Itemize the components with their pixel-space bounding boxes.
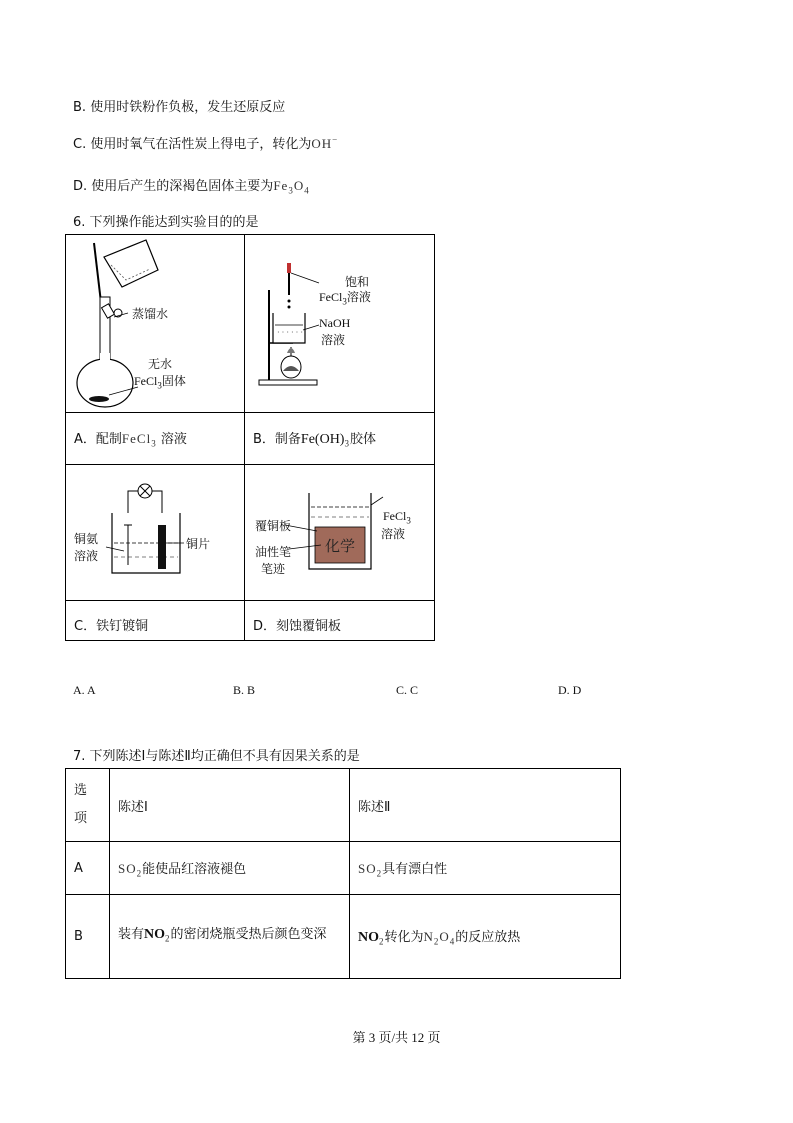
label-cu-ammonia: 铜氨	[74, 532, 99, 546]
option-text: 使用时铁粉作负极，发生还原反应	[90, 100, 286, 115]
table-row	[66, 895, 621, 979]
option-c: C. C	[396, 683, 419, 697]
label-copper-board: 覆铜板	[255, 519, 292, 533]
caption-c: C．铁钉镀铜	[74, 619, 149, 634]
q5-option-c	[73, 133, 338, 152]
label-marker-trace: 笔迹	[261, 562, 286, 576]
label-naoh: NaOH	[319, 316, 351, 330]
label-fecl3-solution: FeCl$_3$溶液	[319, 290, 371, 307]
row-s2: $SO_2$具有漂白性	[350, 842, 621, 895]
label-anhydrous: 无水	[148, 357, 173, 371]
option-text: 使用时氧气在活性炭上得电子，转化为	[90, 137, 312, 152]
label-oily-marker: 油性笔	[255, 545, 292, 559]
caption-b: B．制备$Fe(OH)_3$胶体	[253, 432, 376, 449]
label-fecl3-solution: 溶液	[381, 527, 406, 541]
label-saturated: 饱和	[345, 275, 370, 289]
caption-d: D．刻蚀覆铜板	[253, 619, 342, 634]
label-fecl3-solid: FeCl$_3$固体	[134, 374, 186, 391]
q7-stem: 7. 下列陈述Ⅰ与陈述Ⅱ均正确但不具有因果关系的是	[73, 749, 360, 764]
option-text: 使用后产生的深褐色固体主要为	[91, 179, 274, 194]
option-letter: D.	[73, 179, 88, 194]
figure-d-etching	[245, 465, 434, 600]
label-fecl3: FeCl$_3$	[383, 509, 411, 526]
header-option: 选项	[66, 769, 110, 842]
q5-option-b	[73, 96, 285, 115]
label-cu-ammonia-solution: 溶液	[74, 549, 99, 563]
figure-c-electroplating	[66, 465, 244, 600]
row-option: A	[66, 842, 110, 895]
option-letter: B.	[73, 100, 87, 115]
option-letter: C.	[73, 137, 87, 152]
label-copper-sheet: 铜片	[186, 537, 211, 551]
figure-b-colloid-prep	[245, 235, 434, 412]
row-s2: $NO_2$转化为$N_2O_4$的反应放热	[350, 895, 621, 979]
caption-a: A．配制FeCl$_3$ 溶液	[74, 431, 187, 449]
label-naoh-solution: 溶液	[321, 333, 346, 347]
table-header-row	[66, 769, 621, 842]
label-handwriting: 化学	[325, 537, 356, 555]
svg-text:· · · · · ·: · · · · · ·	[277, 328, 303, 337]
row-s1: 装有$NO_2$的密闭烧瓶受热后颜色变深	[110, 895, 350, 979]
formula-oh: OH−	[311, 134, 339, 151]
option-b: B. B	[233, 683, 256, 697]
table-row	[66, 842, 621, 895]
row-s1: $SO_2$能使品红溶液褪色	[110, 842, 350, 895]
figure-a-volumetric-flask	[66, 235, 244, 412]
row-option: B	[66, 895, 110, 979]
header-s1: 陈述Ⅰ	[110, 769, 350, 842]
q6-stem: 6. 下列操作能达到实验目的的是	[73, 215, 259, 230]
option-a: A. A	[73, 683, 96, 697]
q5-option-d	[73, 175, 310, 196]
option-d: D. D	[558, 683, 582, 697]
label-distilled-water: 蒸馏水	[132, 307, 169, 321]
q7-table	[65, 768, 621, 979]
header-s2: 陈述Ⅱ	[350, 769, 621, 842]
q6-figure-grid	[65, 234, 435, 641]
page-footer: 第 3 页/共 12 页	[352, 1030, 441, 1045]
formula-fe3o4: $Fe_3O_4$	[273, 178, 310, 196]
